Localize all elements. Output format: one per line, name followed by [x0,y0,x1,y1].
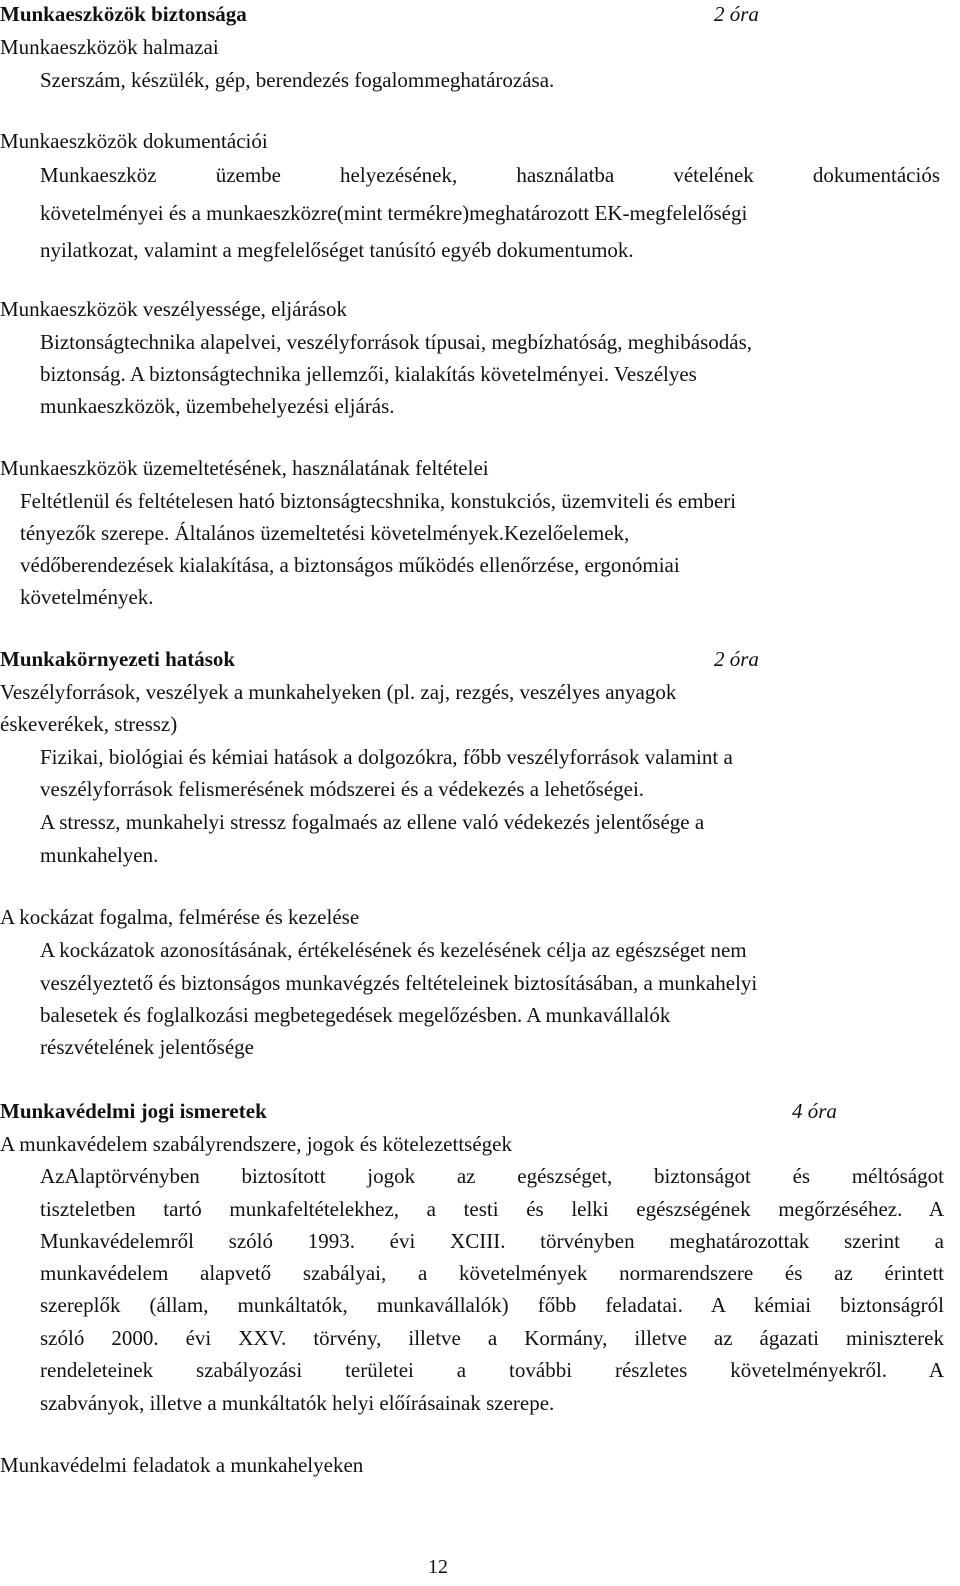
paragraph-line: szóló 2000. évi XXV. törvény, illetve a Kormány, illetve az ágazati miniszterek [40,1326,944,1350]
section-title: Munkavédelmi jogi ismeretek [0,1099,267,1123]
paragraph-line: AzAlaptörvényben biztosított jogok az egészséget, biztonságot és méltóságot [40,1164,944,1188]
subsection-title: Munkaeszközök veszélyessége, eljárások [0,297,347,321]
paragraph-line: tényezők szerepe. Általános üzemeltetési követelmények.Kezelőelemek, [20,521,630,545]
subsection-title: A munkavédelem szabályrendszere, jogok és kötelezettségek [0,1132,512,1156]
paragraph-line: Szerszám, készülék, gép, berendezés fogalommeghatározása. [40,68,555,92]
section-hours: 2 óra [714,2,759,26]
subsection-title: Munkaeszközök halmazai [0,35,219,59]
section-hours: 2 óra [714,647,759,671]
paragraph-line: biztonság. A biztonságtechnika jellemzői, kialakítás követelményei. Veszélyes [40,362,697,386]
paragraph-line: nyilatkozat, valamint a megfelelőséget tanúsító egyéb dokumentumok. [40,238,634,262]
page-number: 12 [428,1556,448,1578]
paragraph-line: követelmények. [20,585,154,609]
paragraph-line: Fizikai, biológiai és kémiai hatások a dolgozókra, főbb veszélyforrások valamint a [40,745,733,769]
paragraph-line: munkaeszközök, üzembehelyezési eljárás. [40,394,395,418]
subsection-title: Munkaeszközök dokumentációi [0,129,268,153]
intro-line: Veszélyforrások, veszélyek a munkahelyeken (pl. zaj, rezgés, veszélyes anyagok [0,680,677,704]
paragraph-line: védőberendezések kialakítása, a biztonságos működés ellenőrzése, ergonómiai [20,553,680,577]
section-title: Munkakörnyezeti hatások [0,647,236,671]
paragraph-line: Feltétlenül és feltételesen ható biztonságtecshnika, konstukciós, üzemviteli és emberi [20,489,737,513]
paragraph-line: veszélyforrások felismerésének módszerei és a védekezés a lehetőségei. [40,777,645,801]
paragraph-line: Munkavédelemről szóló 1993. évi XCIII. törvényben meghatározottak szerint a [40,1229,944,1253]
paragraph-line: veszélyeztető és biztonságos munkavégzés feltételeinek biztosításában, a munkahelyi [40,971,758,995]
section-hours: 4 óra [792,1099,837,1123]
intro-line: éskeverékek, stressz) [0,712,178,736]
paragraph-line: Munkaeszköz üzembe helyezésének, használatba vételének dokumentációs [40,163,940,187]
paragraph-line: munkahelyen. [40,843,159,867]
paragraph-line: szabványok, illetve a munkáltatók helyi előírásainak szerepe. [40,1391,555,1415]
paragraph-line: A stressz, munkahelyi stressz fogalmaés az ellene való védekezés jelentősége a [40,810,705,834]
paragraph-line: követelményei és a munkaeszközre(mint termékre)meghatározott EK-megfelelőségi [40,201,748,225]
section-title: Munkaeszközök biztonsága [0,2,247,26]
paragraph-line: rendeleteinek szabályozási területei a további részletes követelményekről. A [40,1358,944,1382]
paragraph-line: A kockázatok azonosításának, értékelésének és kezelésének célja az egészséget nem [40,938,747,962]
paragraph-line: Biztonságtechnika alapelvei, veszélyforrások típusai, megbízhatóság, meghibásodás, [40,330,753,354]
subsection-title: Munkavédelmi feladatok a munkahelyeken [0,1453,364,1477]
paragraph-line: balesetek és foglalkozási megbetegedések megelőzésben. A munkavállalók [40,1003,671,1027]
paragraph-line: munkavédelem alapvető szabályai, a követelmények normarendszere és az érintett [40,1261,944,1285]
subsection-title: Munkaeszközök üzemeltetésének, használatának feltételei [0,456,489,480]
paragraph-line: részvételének jelentősége [40,1035,254,1059]
paragraph-line: szereplők (állam, munkáltatók, munkavállalók) főbb feladatai. A kémiai biztonságról [40,1293,944,1317]
subsection-title: A kockázat fogalma, felmérése és kezelése [0,905,360,929]
paragraph-line: tiszteletben tartó munkafeltételekhez, a testi és lelki egészségének megőrzéséhez. A [40,1197,944,1221]
